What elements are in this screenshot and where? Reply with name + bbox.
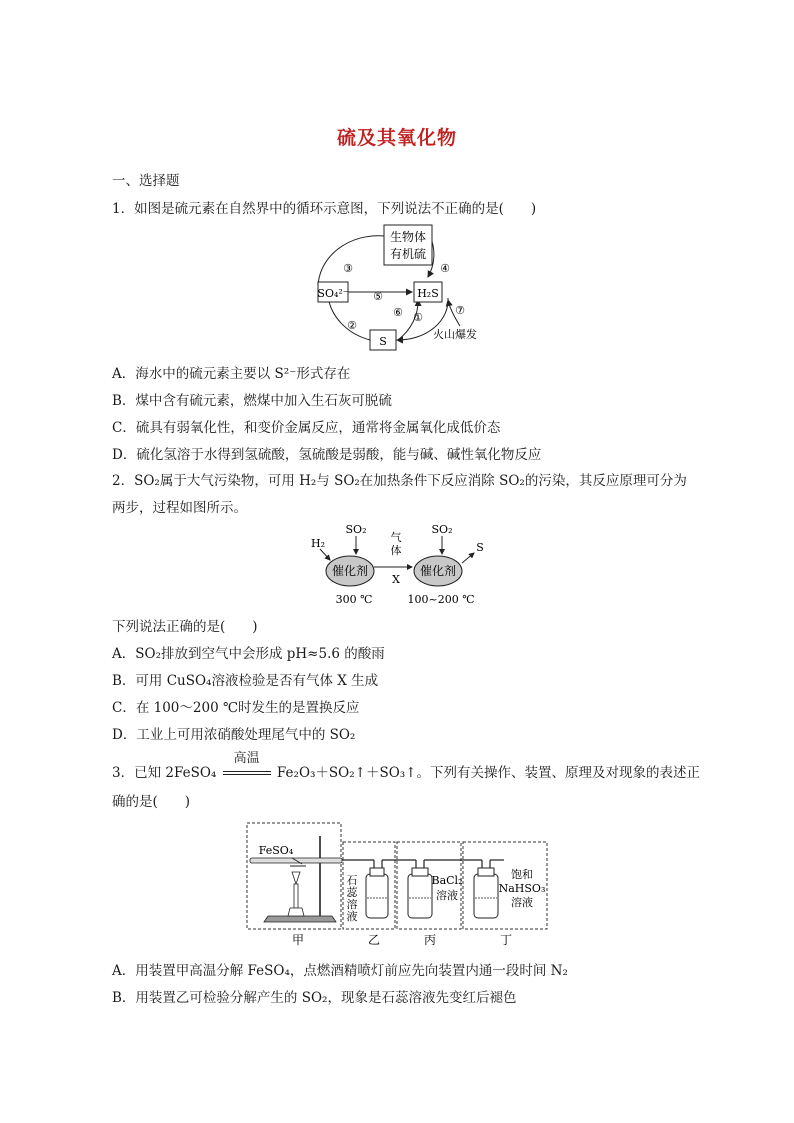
apparatus-label-jia: 甲 xyxy=(291,933,305,947)
h2s-label: H₂S xyxy=(417,287,439,300)
q1-option-a: A．海水中的硫元素主要以 S²⁻形式存在 xyxy=(112,366,351,382)
bacl2-label: BaCl₂ xyxy=(431,874,463,887)
feso4-label: FeSO₄ xyxy=(258,844,294,857)
temperature-label-first: 300 ℃ xyxy=(335,593,373,606)
section-heading: 一、选择题 xyxy=(112,173,180,189)
sulfur-cycle-diagram xyxy=(300,222,500,354)
apparatus-label-ding: 丁 xyxy=(499,933,513,947)
step-5-number: ⑤ xyxy=(373,290,383,303)
step-2-number: ② xyxy=(347,319,357,332)
temperature-label-second: 100~200 ℃ xyxy=(407,593,475,606)
page-title: 硫及其氧化物 xyxy=(336,127,457,149)
q1-option-d: D．硫化氢溶于水得到氢硫酸，氢硫酸是弱酸，能与碱、碱性氧化物反应 xyxy=(112,447,542,463)
q3-stem-part-1: 3．已知 2FeSO₄ xyxy=(112,765,217,781)
catalyst-label-second: 催化剂 xyxy=(419,564,457,578)
saturated-label: 饱和 xyxy=(511,868,533,881)
q3-option-b: B．用装置乙可检验分解产生的 SO₂，现象是石蕊溶液先变红后褪色 xyxy=(112,990,517,1006)
q2-prompt: 下列说法正确的是( ) xyxy=(112,619,258,635)
q3-stem-line-1 xyxy=(112,751,701,782)
litmus-label-1: 石 xyxy=(346,874,358,887)
q2-option-d: D．工业上可用浓硝酸处理尾气中的 SO₂ xyxy=(112,727,356,743)
q2-option-b: B．可用 CuSO₄溶液检验是否有气体 X 生成 xyxy=(112,673,379,689)
litmus-label-4: 液 xyxy=(346,910,358,923)
so2-label-second: SO₂ xyxy=(431,523,453,536)
step-4-number: ④ xyxy=(440,262,450,275)
litmus-label-3: 溶 xyxy=(346,898,358,911)
step-6-number: ⑥ xyxy=(393,306,403,319)
catalyst-label-first: 催化剂 xyxy=(331,564,369,578)
q2-stem: 2．SO₂属于大气污染物，可用 H₂与 SO₂在加热条件下反应消除 SO₂的污染，其反应原理可分为两步，过程如图所示。 xyxy=(112,473,687,516)
bacl2-solution-label: 溶液 xyxy=(436,889,458,902)
organic-sulfur-label-1: 生物体 xyxy=(389,230,427,244)
litmus-label-2: 蕊 xyxy=(346,886,358,899)
nahso3-solution-label: 溶液 xyxy=(511,896,533,909)
q1-option-b: B．煤中含有硫元素，燃煤中加入生石灰可脱硫 xyxy=(112,393,392,409)
so2-label-first: SO₂ xyxy=(345,523,367,536)
step-3-number: ③ xyxy=(343,262,353,275)
gas-x-label-2: 体 xyxy=(390,544,402,557)
organic-sulfur-label-2: 有机硫 xyxy=(389,247,427,261)
nahso3-label: NaHSO₃ xyxy=(498,882,546,895)
reaction-condition-label: 高温 xyxy=(233,751,260,766)
desulfurization-process-diagram xyxy=(308,523,498,609)
sulfur-product-label: S xyxy=(476,541,484,554)
gas-x-label-1: 气 xyxy=(390,531,402,544)
volcano-label: 火山爆发 xyxy=(433,328,477,341)
q1-stem: 1．如图是硫元素在自然界中的循环示意图，下列说法不正确的是( ) xyxy=(112,201,537,217)
step-1-number: ① xyxy=(413,311,423,324)
h2-label: H₂ xyxy=(310,537,326,550)
q2-option-c: C．在 100～200 ℃时发生的是置换反应 xyxy=(112,700,360,716)
apparatus-label-yi: 乙 xyxy=(367,933,381,947)
decomposition-apparatus-diagram xyxy=(246,822,550,948)
apparatus-label-bing: 丙 xyxy=(423,933,437,947)
sulfate-label: SO₄²⁻ xyxy=(317,287,349,300)
step-7-number: ⑦ xyxy=(455,304,465,317)
sulfur-label: S xyxy=(379,335,387,348)
q2-option-a: A．SO₂排放到空气中会形成 pH≈5.6 的酸雨 xyxy=(112,646,385,662)
q1-option-c: C．硫具有弱氧化性，和变价金属反应，通常将金属氧化成低价态 xyxy=(112,420,501,436)
q3-stem-part-2: Fe₂O₃＋SO₂↑＋SO₃↑。下列有关操作、装置、原理及对现象的表述正 xyxy=(276,765,701,781)
q3-option-a: A．用装置甲高温分解 FeSO₄，点燃酒精喷灯前应先向装置内通一段时间 N₂ xyxy=(112,963,568,979)
q3-stem-line-2: 确的是( ) xyxy=(112,794,191,810)
reaction-condition-arrow xyxy=(221,751,273,782)
gas-x-label-3: X xyxy=(392,573,400,586)
